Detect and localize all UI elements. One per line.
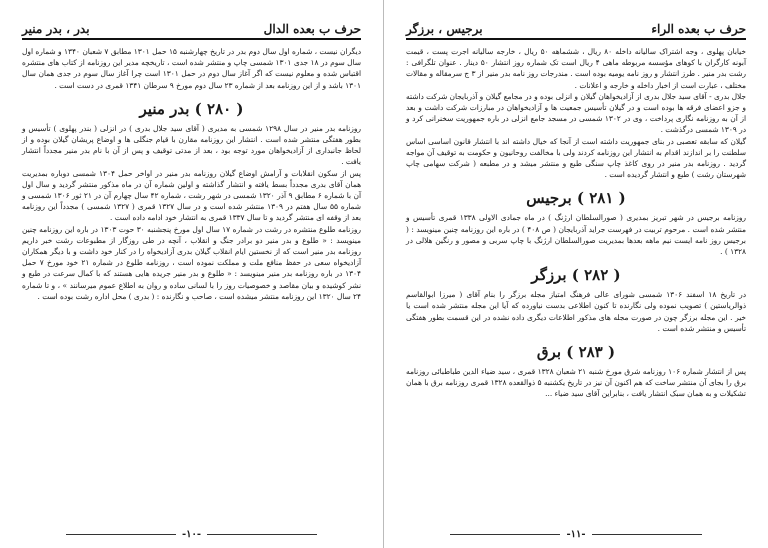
header-section-title: حرف ب بعده الراء bbox=[651, 22, 746, 36]
header-section-title: حرف ب بعده الدال bbox=[263, 22, 361, 36]
entry-heading: ( ۲۸۳ ) برق bbox=[536, 343, 616, 362]
page-number bbox=[406, 529, 746, 540]
entry-heading: ( ۲۸۱ ) برجیس bbox=[526, 189, 626, 208]
entry-heading: ( ۲۸۲ ) برزگر bbox=[531, 266, 621, 285]
page-header bbox=[406, 14, 746, 40]
entry-heading: ( ۲۸۰ ) بدر منیر bbox=[139, 99, 244, 118]
right-page bbox=[384, 0, 768, 548]
paragraph: روزنامه بدر منیر در سال ۱۲۹۸ شمسی به مدیری ( آقای سید جلال بدری ) در انزلی ( بندر پهلوی ) تأسیس و بطور هفتگی منتشر شده است . انتشار این روزنامه مقارن با قیام جنگلی ها و اوضاع پریشان گیلان بوده و از لحاظ جانبداری از آزادیخواهان مورد توجه بود ، بعد از مدتی توقیف و پس از آن با نام بدر منیر مجدداً انتشار یافت . bbox=[22, 123, 361, 167]
paragraph: روزنامه برجیس در شهر تبریز بمدیری ( صورالسلطان ارژنگ ) در ماه جمادی الاولی ۱۳۳۸ قمری تأسیس و منتشر شده است . مرحوم تربیت در فهرست جراید آذربایجان ( ص ۴۰۸ ) در باره این روزنامه چنین مینویسد : ( برجیس روز نامه ایست نیم ماهه بعدها بمدیریت صورالسلطان ارژنگ با چاپ سربی و مصور و رنگین هلالی در ۱۳۲۸ ) . bbox=[406, 213, 746, 257]
page-number bbox=[22, 529, 361, 540]
paragraph: جلال بدری - آقای سید جلال بدری از آزادیخواهان گیلان و انزلی بوده و در مجامع گیلان و آذربایجان شرکت داشته و جزو اعضای فرقه ها بوده است و در گیلان تأسیس جمعیت ها و آزادیخواهان در مبارزات شرکت داشت و بعد از آن به روزنامه نگاری پرداخت ، وی در ۱۳۰۲ شمسی در مسجد جامع انزلی در باره جمهوریت سخنرانی کرد و در ۱۳۰۹ شمسی درگذشت . bbox=[406, 91, 746, 135]
page-header bbox=[22, 14, 361, 40]
paragraph: پس از انتشار شماره ۱۰۶ روزنامه شرق مورخ شنبه ۲۱ شعبان ۱۳۲۸ قمری ، سید ضیاء الدین طباطبائی روزنامه برق را بجای آن منتشر ساخت که هم اکنون آن نیز در تاریخ یکشنبه ۵ ذوالقعده ۱۳۲۸ قمری روزنامه برق با همان تشکیلات و به همان سبک انتشار یافت ، بنابراین آقای سید ضیاء ... bbox=[406, 367, 746, 399]
paragraph: گیلان که سابقه تعصبی در بنای جمهوریت داشته است از آنجا که خیال داشته اند با انتشار قانون اساسی اساس سلطنت را بر اندازند اقدام به انتشار این روزنامه کردند ولی با مخالفت روحانیون و حکومت به توقیف آن مواجه گردید . روزنامه بدر منیر در روی کاغذ چاپ سنگی طبع و منتشر میشد و در مطبعه ( شرکت سهامی چاپ شهرستان رشت ) طبع و انتشار گردیده است . bbox=[406, 136, 746, 180]
paragraph: پس از سکون انقلابات و آرامش اوضاع گیلان روزنامه بدر منیر در اواخر حمل ۱۳۰۴ شمسی دوباره بمدیریت همان آقای بدری مجدداً بسط یافته و انتشار گذاشته و اولین شماره آن در ماه مذکور منتشر گردید و سال اول آن با شماره ۶ مطابق ۹ آذر ۱۳۲۰ شمسی در شهر رشت ، شماره ۴۲ سال چهارم آن در ۲۱ ثور ۱۳۰۶ شمسی و شماره ۵۵ سال هفتم در ۱۳۰۹ منتشر شده است و در سال ۱۳۲۷ قمری ( ۱۳۲۷ شمسی ) مجدداً این روزنامه بعد از وقفه ای منتشر گردید و تا سال ۱۳۳۷ قمری به انتشار خود ادامه داده است . bbox=[22, 168, 361, 223]
footer-rule bbox=[207, 534, 317, 535]
paragraph: دیگران نیست ، شماره اول سال دوم بدر در تاریخ چهارشنبه ۱۵ حمل ۱۳۰۱ مطابق ۷ شعبان ۱۳۴۰ و شماره اول سال سوم در ۱۸ جدی ۱۳۰۱ شمسی چاپ و منتشر شده است ، تاریخچه مدیر این روزنامه از کتاب های منتشره اقتباس شده و معلوم نیست که اگر آغاز سال دوم در حمل ۱۳۰۱ است چرا آغاز سال سوم در جدی همان سال ۱۳۰۱ باشد و از این روزنامه بعد از شماره ۲۳ سال دوم مورخ ۹ سرطان ۱۳۴۱ قمری در دست است . bbox=[22, 47, 361, 90]
paragraph: خیابان پهلوی ، وجه اشتراک سالیانه داخله ۸۰ ریال ، ششماهه ۵۰ ریال ، خارجه سالیانه اجرت پست ، قیمت آبونه کارگران با کوهای مؤسسه مربوطه ماهی ۴ ریال است تک شماره روز انتشار ۵۰ دینار . عنوان تلگرافی : رشت بدر منیر . طرز انتشار و روز نامه یومیه بوده است . مندرجات روز نامه بدر منیر از ۳ ج سرمقاله و مقالات مختلف ، عبارت است از اخبار داخله و خارجه و اعلانات . bbox=[406, 47, 746, 90]
page-body bbox=[22, 46, 361, 302]
page-number-text: -۱۰- bbox=[181, 529, 202, 540]
page-number-text: -۱۱- bbox=[566, 529, 586, 540]
paragraph: روزنامه طلوع منتشره در رشت در شماره ۱۷ سال اول مورخ پنجشنبه ۳۰ حوت ۱۳۰۳ در باره این روزنامه چنین مینویسد : « طلوع و بدر منیر دو برادر جنگ و انقلاب ، آنچه در طی روزگار از مطبوعات رشت خبر داریم روزنامه بدر منیر است که از نخستین ایام انقلاب گیلان بدری آزادیخواه را در کنار خود داشت و با دیگر همکاران آزادیخواه سعی در حفظ منافع ملت و مملکت نموده است ، روزنامه طلوع در شماره ۲۱ خود مورخ ۷ حمل ۱۳۰۴ در باره روزنامه بدر منیر مینویسد : « طلوع و بدر منیر جریده هایی هستند که با کمال سرعت در طبع و نشر کوشیده و بیان مقاصد و خصوصیات روز را با لسانی ساده و روان به اطلاع عموم میرسانند » ، و تا شماره ۲۴ سال ۱۳۲۰ این روزنامه منتشر میشده است ، صاحب و نگارنده : ( بدری ) محل اداره رشت بوده است . bbox=[22, 224, 361, 301]
header-entry-title: بدر ، بدر منیر bbox=[22, 22, 90, 36]
header-entry-title: برجیس ، برزگر bbox=[406, 22, 483, 36]
paragraph: در تاریخ ۱۸ اسفند ۱۳۰۶ شمسی شورای عالی فرهنگ امتیاز مجله برزگر را بنام آقای ( میرزا ابوالقاسم ذوالریاستین ) تصویب نموده ولی نگارنده تا کنون اطلاعی بدست نیاورده که آیا این مجله منتشر شده است یا خیر . این مجله برزگر چون در صورت مجله های مذکور اطلاعات دیگری داده نشده در این قسمت بطور هفتگی تأسیس و منتشر شده است . bbox=[406, 290, 747, 333]
page-body bbox=[406, 46, 746, 400]
footer-rule bbox=[592, 534, 702, 535]
footer-rule bbox=[450, 534, 560, 535]
footer-rule bbox=[66, 534, 176, 535]
